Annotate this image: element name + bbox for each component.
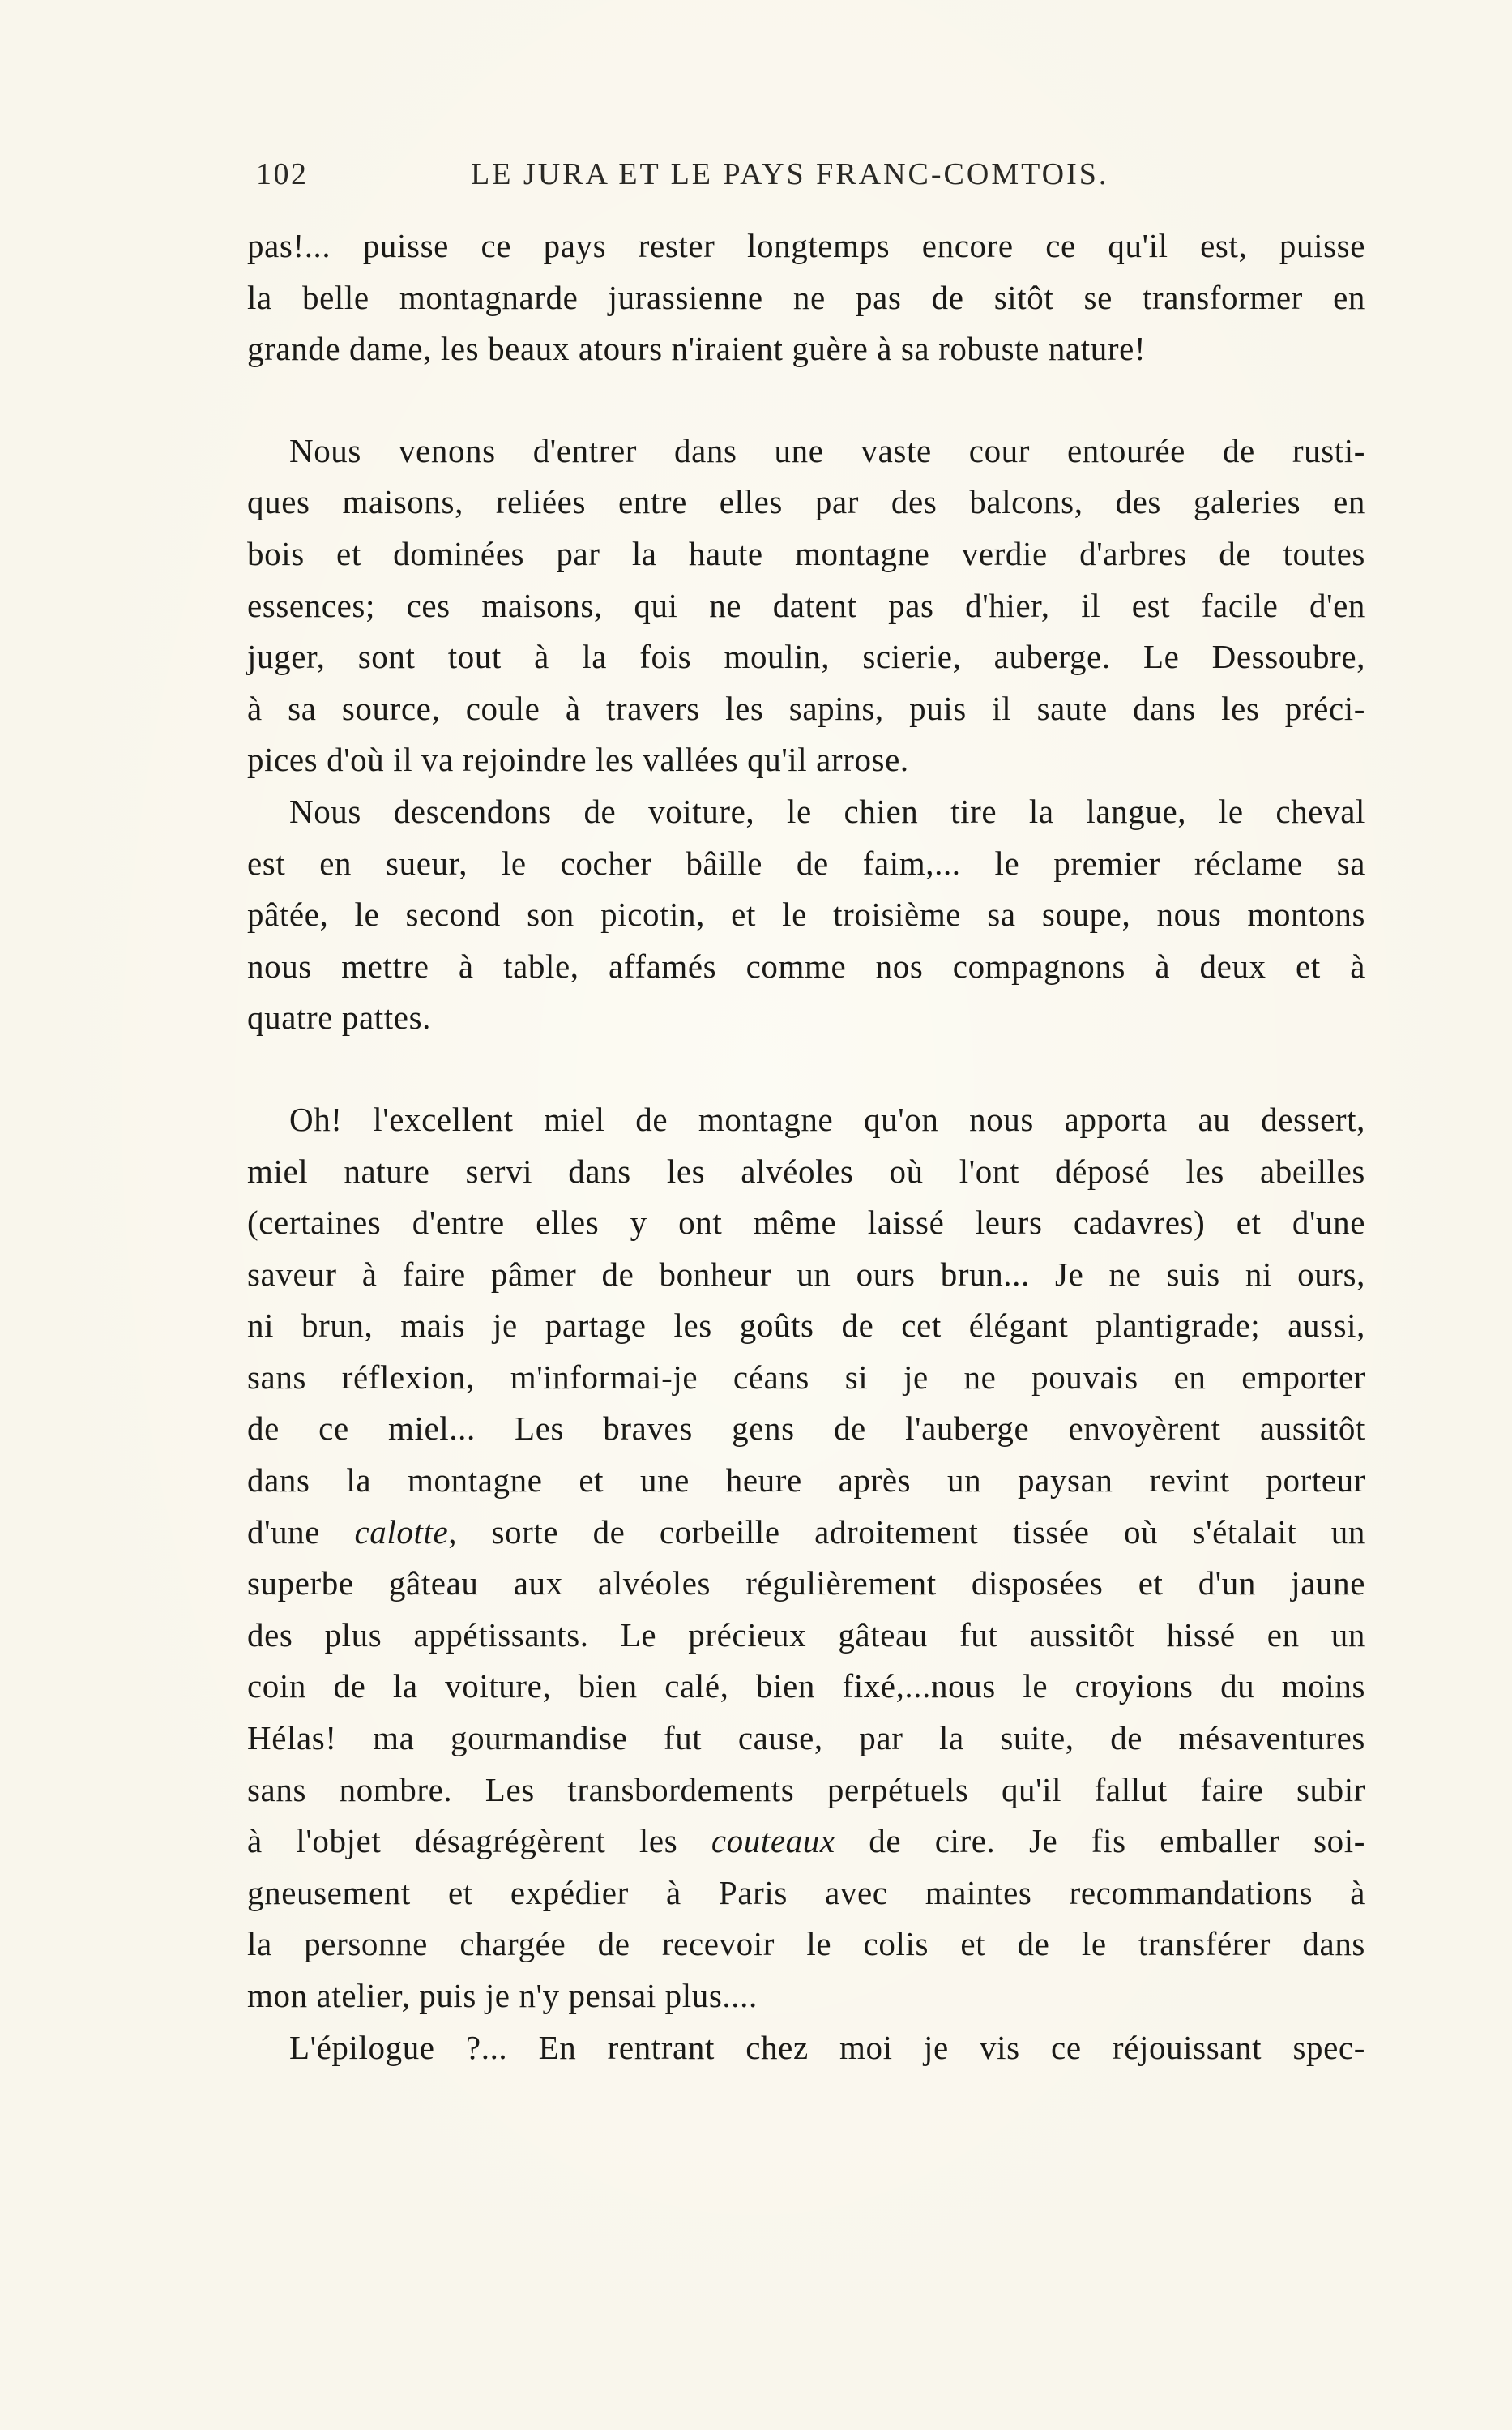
text-line: superbe gâteau aux alvéoles régulièrement disposées et d'un jaune — [247, 1564, 1365, 1602]
text-line: ques maisons, reliées entre elles par des balcons, des galeries en — [247, 483, 1365, 521]
text-line: Nous descendons de voiture, le chien tire la langue, le cheval — [289, 792, 1365, 830]
text-line: nous mettre à table, affamés comme nos compagnons à deux et à — [247, 947, 1365, 985]
text-line: (certaines d'entre elles y ont même laissé leurs cadavres) et d'une — [247, 1204, 1365, 1242]
text-line: des plus appétissants. Le précieux gâteau fut aussitôt hissé en un — [247, 1615, 1365, 1654]
text-line: la belle montagnarde jurassienne ne pas de sitôt se transformer en — [247, 278, 1365, 316]
text-line: Oh! l'excellent miel de montagne qu'on nous apporta au dessert, — [289, 1100, 1365, 1138]
text-fragment: à l'objet désagrégèrent les — [247, 1822, 711, 1860]
text-line: sans réflexion, m'informai-je céans si je ne pouvais en emporter — [247, 1358, 1365, 1396]
text-line: Hélas! ma gourmandise fut cause, par la suite, de mésaventures — [247, 1719, 1365, 1757]
text-fragment: de cire. Je fis emballer soi- — [835, 1822, 1365, 1860]
running-header — [256, 156, 1188, 205]
text-line: bois et dominées par la haute montagne verdie d'arbres de toutes — [247, 534, 1365, 572]
text-line: saveur à faire pâmer de bonheur un ours brun... Je ne suis ni ours, — [247, 1255, 1365, 1293]
text-line-with-italic — [247, 1816, 1365, 1867]
running-title: LE JURA ET LE PAYS FRANC-COMTOIS. — [471, 157, 1109, 191]
page-number: 102 — [256, 157, 309, 191]
text-line: miel nature servi dans les alvéoles où l'ont déposé les abeilles — [247, 1152, 1365, 1190]
text-line: dans la montagne et une heure après un paysan revint porteur — [247, 1461, 1365, 1499]
text-fragment: , sorte de corbeille adroitement tissée où s'étalait un — [448, 1512, 1366, 1551]
text-line: pices d'où il va rejoindre les vallées qu'il arrose. — [247, 741, 909, 779]
text-line: à sa source, coule à travers les sapins, puis il saute dans les préci- — [247, 689, 1365, 727]
text-line-with-italic — [247, 1507, 1365, 1559]
text-line: quatre pattes. — [247, 999, 431, 1037]
italic-word: couteaux — [711, 1822, 835, 1860]
paragraph-3 — [247, 786, 1365, 1044]
paragraph-4 — [247, 1094, 1365, 2022]
text-line: sans nombre. Les transbordements perpétuels qu'il fallut faire subir — [247, 1770, 1365, 1808]
text-line: ni brun, mais je partage les goûts de cet élégant plantigrade; aussi, — [247, 1307, 1365, 1345]
italic-word: calotte — [354, 1512, 449, 1551]
text-line: est en sueur, le cocher bâille de faim,... le premier réclame sa — [247, 844, 1365, 882]
paragraph-1 — [247, 220, 1365, 375]
text-fragment: d'une — [247, 1512, 355, 1551]
body-text — [247, 220, 1365, 2073]
text-line: mon atelier, puis je n'y pensai plus.... — [247, 1977, 758, 2014]
text-line: essences; ces maisons, qui ne datent pas d'hier, il est facile d'en — [247, 586, 1365, 624]
text-line: L'épilogue ?... En rentrant chez moi je vis ce réjouissant spec- — [289, 2028, 1365, 2066]
paragraph-gap — [247, 375, 1365, 426]
text-line: coin de la voiture, bien calé, bien fixé,...nous le croyions du moins — [247, 1667, 1365, 1705]
text-line: pâtée, le second son picotin, et le troisième sa soupe, nous montons — [247, 896, 1365, 934]
text-line: gneusement et expédier à Paris avec maintes recommandations à — [247, 1873, 1365, 1911]
text-line: pas!... puisse ce pays rester longtemps encore ce qu'il est, puisse — [247, 227, 1365, 264]
paragraph-gap — [247, 1044, 1365, 1094]
text-line: Nous venons d'entrer dans une vaste cour entourée de rusti- — [289, 431, 1365, 469]
paragraph-2 — [247, 426, 1365, 786]
text-line: de ce miel... Les braves gens de l'auberge envoyèrent aussitôt — [247, 1410, 1365, 1448]
text-line: la personne chargée de recevoir le colis et de le transférer dans — [247, 1925, 1365, 1963]
text-line: grande dame, les beaux atours n'iraient guère à sa robuste nature! — [247, 330, 1147, 368]
paragraph-5 — [247, 2022, 1365, 2074]
text-line: juger, sont tout à la fois moulin, scierie, auberge. Le Dessoubre, — [247, 638, 1365, 676]
